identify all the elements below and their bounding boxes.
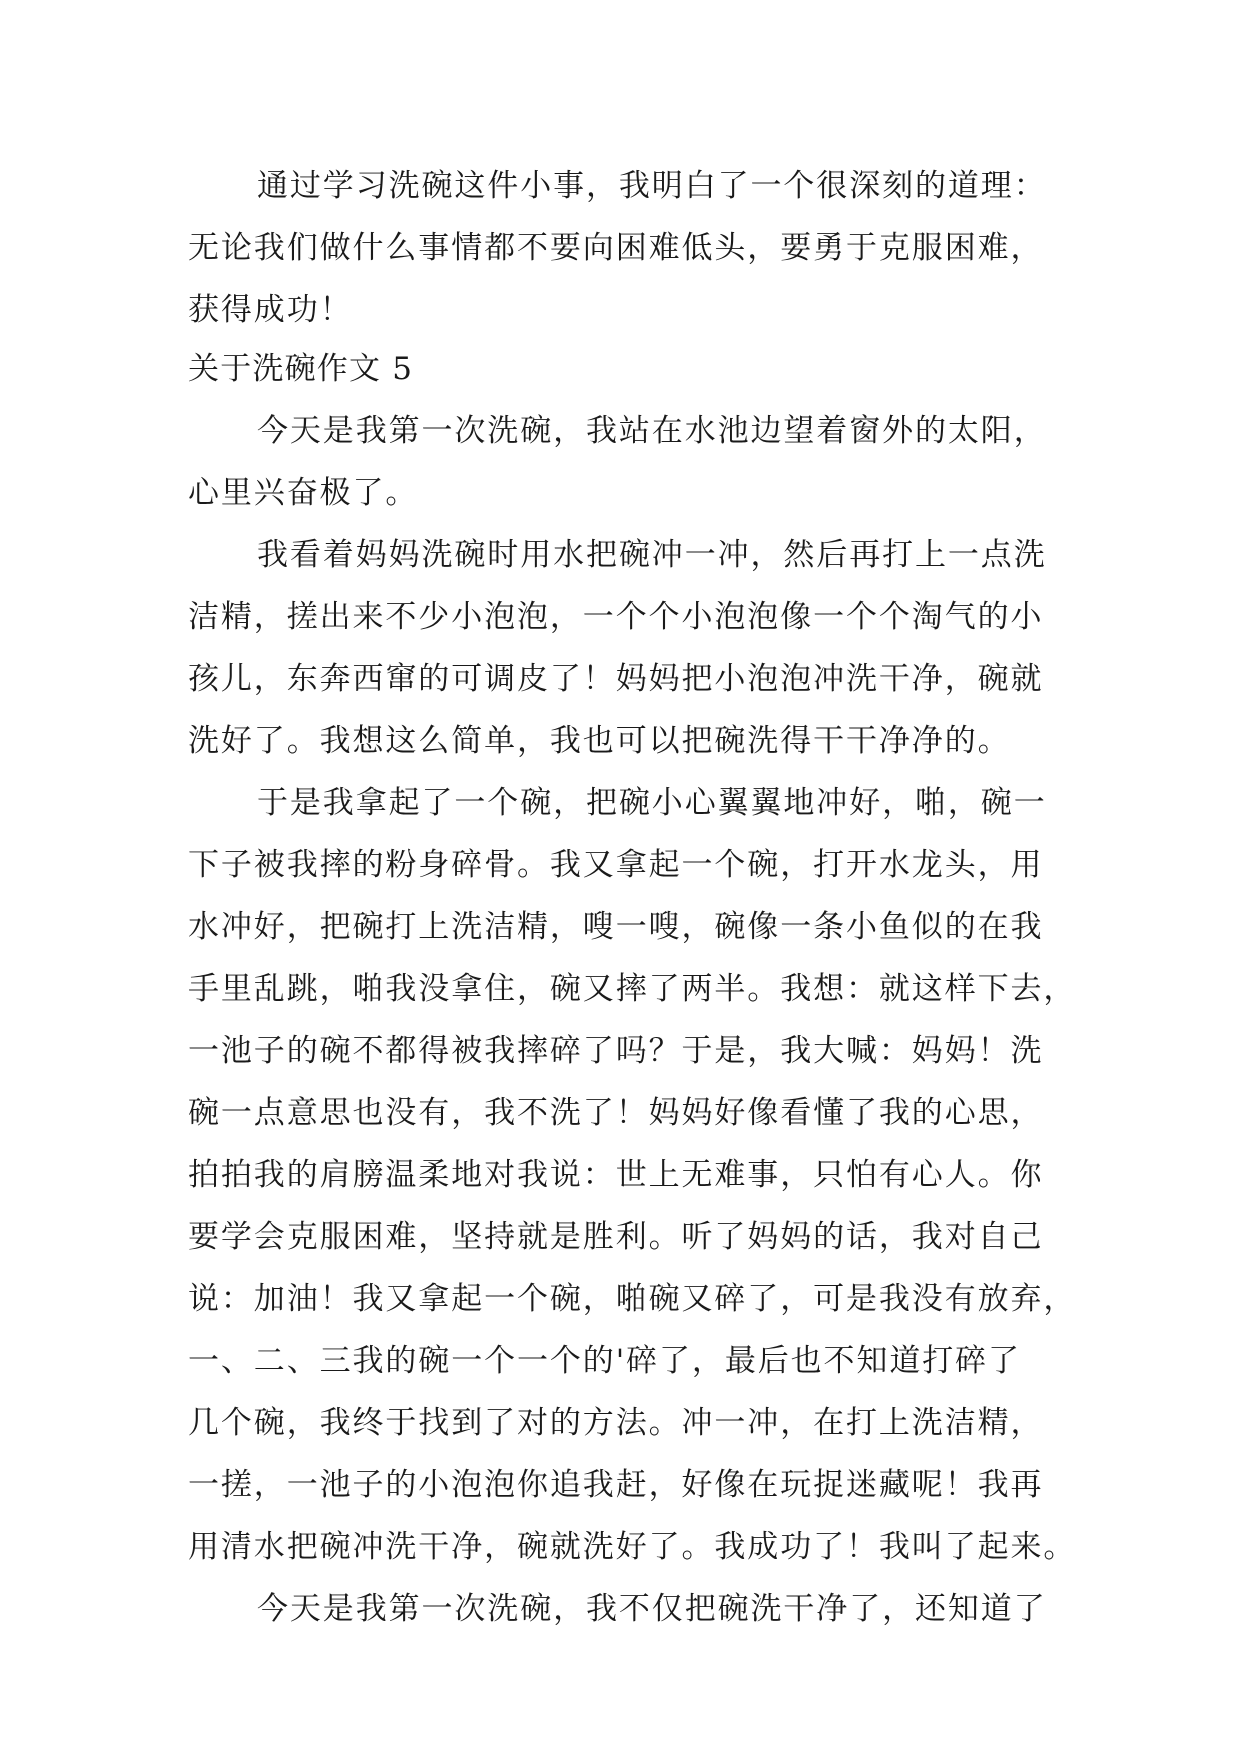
paragraph-4-line-2: 下子被我摔的粉身碎骨。我又拿起一个碗，打开水龙头，用 (188, 847, 1044, 883)
paragraph-4-line-12: 一搓，一池子的小泡泡你追我赶，好像在玩捉迷藏呢！我再 (188, 1467, 1044, 1503)
paragraph-4-line-6: 碗一点意思也没有，我不洗了！妈妈好像看懂了我的心思， (188, 1095, 1044, 1131)
paragraph-4-line-8: 要学会克服困难，坚持就是胜利。听了妈妈的话，我对自己 (188, 1219, 1044, 1255)
paragraph-4-line-5: 一池子的碗不都得被我摔碎了吗？于是，我大喊：妈妈！洗 (188, 1033, 1044, 1069)
paragraph-2-line-1: 今天是我第一次洗碗，我站在水池边望着窗外的太阳， (257, 413, 1047, 449)
paragraph-3-line-3: 孩儿，东奔西窜的可调皮了！妈妈把小泡泡冲洗干净，碗就 (188, 661, 1044, 697)
paragraph-5-line-1: 今天是我第一次洗碗，我不仅把碗洗干净了，还知道了 (257, 1591, 1047, 1627)
paragraph-3-line-1: 我看着妈妈洗碗时用水把碗冲一冲，然后再打上一点洗 (257, 537, 1047, 573)
paragraph-3-line-4: 洗好了。我想这么简单，我也可以把碗洗得干干净净的。 (188, 723, 1011, 759)
paragraph-4-line-13: 用清水把碗冲洗干净，碗就洗好了。我成功了！我叫了起来。 (188, 1529, 1077, 1565)
paragraph-2-line-2: 心里兴奋极了。 (188, 475, 419, 511)
paragraph-4-line-7: 拍拍我的肩膀温柔地对我说：世上无难事，只怕有心人。你 (188, 1157, 1044, 1193)
paragraph-1-line-3: 获得成功！ (188, 292, 353, 328)
paragraph-1-line-1: 通过学习洗碗这件小事，我明白了一个很深刻的道理： (257, 168, 1047, 204)
paragraph-4-line-9: 说：加油！我又拿起一个碗，啪碗又碎了，可是我没有放弃， (188, 1281, 1077, 1317)
paragraph-3-line-2: 洁精，搓出来不少小泡泡，一个个小泡泡像一个个淘气的小 (188, 599, 1044, 635)
paragraph-4-line-3: 水冲好，把碗打上洗洁精，嗖一嗖，碗像一条小鱼似的在我 (188, 909, 1044, 945)
paragraph-4-line-11: 几个碗，我终于找到了对的方法。冲一冲，在打上洗洁精， (188, 1405, 1044, 1441)
paragraph-4-line-4: 手里乱跳，啪我没拿住，碗又摔了两半。我想：就这样下去， (188, 971, 1077, 1007)
section-heading: 关于洗碗作文 5 (188, 351, 414, 387)
paragraph-1-line-2: 无论我们做什么事情都不要向困难低头，要勇于克服困难， (188, 230, 1044, 266)
paragraph-4-line-1: 于是我拿起了一个碗，把碗小心翼翼地冲好，啪，碗一 (257, 785, 1047, 821)
paragraph-4-line-10: 一、二、三我的碗一个一个的'碎了，最后也不知道打碎了 (188, 1343, 1021, 1379)
